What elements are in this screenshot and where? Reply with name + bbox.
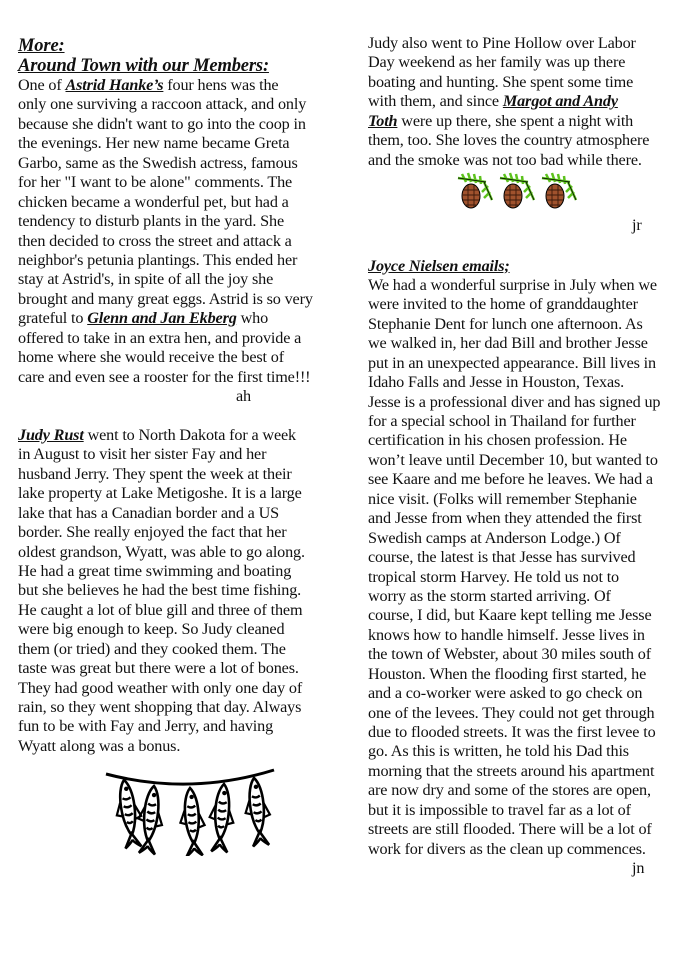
text-fragment: Judy also went to Pine Hollow over Labor	[368, 34, 636, 52]
author-initials-jr: jr	[632, 216, 642, 235]
text-fragment: see Kaare and me before he leaves. We had a	[368, 470, 653, 489]
text-fragment: and the smoke was not too bad while there.	[368, 150, 642, 169]
text-line	[368, 34, 688, 53]
text-line	[368, 73, 688, 92]
text-line	[368, 393, 688, 412]
text-line	[18, 309, 348, 328]
text-line	[368, 470, 688, 489]
text-fragment: boating and hunting. She spent some time	[368, 72, 634, 91]
text-fragment: He caught a lot of blue gill and three of them	[18, 600, 303, 619]
text-line	[368, 606, 688, 625]
pine-cone-icon	[458, 173, 492, 208]
right-column	[368, 34, 688, 879]
text-fragment: care and even see a rooster for the first time!!!	[18, 367, 311, 386]
text-line	[368, 431, 688, 450]
text-fragment: lake property at Lake Metigoshe. It is a large	[18, 484, 302, 503]
text-fragment: for her "I want to be alone" comments. The	[18, 173, 293, 192]
text-line	[18, 212, 348, 231]
text-fragment: Idaho Falls and Jesse in Houston, Texas.	[368, 373, 625, 392]
text-fragment: oldest grandson, Wyatt, was able to go along.	[18, 542, 305, 561]
text-line	[368, 412, 688, 431]
text-fragment: stay at Astrid's, in spite of all the joy she	[18, 270, 274, 289]
text-line	[18, 659, 348, 678]
text-fragment: in August to visit her sister Fay and her	[18, 445, 267, 464]
text-fragment: course, the latest is that Jesse has survived	[368, 548, 636, 567]
text-fragment: won’t leave until December 10, but wanted to	[368, 450, 658, 469]
text-line	[368, 820, 688, 839]
text-fragment: but she believes he had the best time fishing.	[18, 581, 302, 600]
text-line	[368, 626, 688, 645]
text-line	[18, 717, 348, 736]
text-line	[368, 742, 688, 761]
text-fragment: go. As this is written, he told his Dad this	[368, 742, 629, 761]
left-column	[18, 36, 348, 756]
text-fragment: and Jesse from when they attended the first	[368, 509, 642, 528]
text-line	[18, 640, 348, 659]
text-fragment: work for divers as the clean up commences.	[368, 839, 646, 858]
article-judy-rust	[18, 426, 348, 756]
text-fragment: morning that the streets around his apartment	[368, 761, 655, 780]
text-line	[18, 679, 348, 698]
text-fragment: Jesse is a professional diver and has signed up	[368, 392, 661, 411]
text-fragment: tropical storm Harvey. He told us not to	[368, 567, 619, 586]
text-fragment: taste was great but there were a lot of bones.	[18, 659, 299, 678]
text-fragment: brought and many great eggs. Astrid is so very	[18, 289, 313, 308]
member-name: Judy Rust	[18, 425, 84, 444]
text-fragment: border. She really enjoyed the fact that her	[18, 523, 287, 542]
text-line	[18, 154, 348, 173]
text-line	[18, 523, 348, 542]
text-fragment: grateful to	[18, 309, 88, 328]
text-fragment: We had a wonderful surprise in July when we	[368, 275, 657, 294]
text-line	[368, 723, 688, 742]
text-line	[18, 445, 348, 464]
article-heading-joyce-nielsen: Joyce Nielsen emails;	[368, 256, 510, 275]
text-line	[368, 762, 688, 781]
text-line	[18, 562, 348, 581]
text-fragment: them, too. She loves the country atmosphere	[368, 131, 650, 150]
text-line	[18, 134, 348, 153]
author-initials-ah: ah	[236, 387, 251, 405]
text-fragment: were up there, she spent a night with	[397, 111, 634, 130]
text-fragment: Wyatt along was a bonus.	[18, 736, 181, 755]
text-fragment: husband Jerry. They spent the week at their	[18, 464, 292, 483]
text-line	[18, 173, 348, 192]
text-line	[368, 295, 688, 314]
text-fragment: then decided to cross the street and attack a	[18, 231, 292, 250]
text-line	[18, 232, 348, 251]
text-line	[368, 92, 688, 111]
text-line	[368, 151, 688, 170]
text-line	[18, 76, 348, 95]
text-line	[368, 529, 688, 548]
text-line	[368, 801, 688, 820]
text-line	[18, 115, 348, 134]
text-line	[18, 95, 348, 114]
text-fragment: rain, so they went shopping that day. Always	[18, 698, 302, 716]
text-line	[368, 354, 688, 373]
text-line	[18, 737, 348, 756]
text-line	[368, 509, 688, 528]
text-line	[18, 581, 348, 600]
member-name: Glenn and Jan Ekberg	[87, 309, 237, 328]
text-fragment: Garbo, same as the Swedish actress, famous	[18, 153, 298, 172]
text-line	[368, 276, 688, 295]
fish-on-line-illustration	[104, 766, 276, 856]
text-fragment: who	[236, 309, 269, 328]
text-fragment: One of	[18, 76, 66, 94]
text-fragment: and a co-worker were asked to go check on	[368, 684, 643, 703]
fish-icon	[178, 787, 207, 856]
text-fragment: fun to be with Fay and Jerry, and having	[18, 717, 274, 736]
text-fragment: one of the levees. They could not get through	[368, 703, 655, 722]
text-fragment: we walked in, her dad Bill and brother Jesse	[368, 334, 648, 353]
text-fragment: He had a great time swimming and boating	[18, 561, 292, 580]
member-name: Astrid Hanke’s	[65, 76, 164, 94]
section-title-more: More:	[18, 36, 65, 56]
text-fragment: course, I did, but Kaare kept telling me Jesse	[368, 606, 652, 625]
text-fragment: home where she would receive the best of	[18, 348, 284, 367]
text-line	[18, 465, 348, 484]
text-fragment: due to flooded streets. It was the first levee to	[368, 723, 656, 741]
text-line	[18, 426, 348, 445]
text-line	[18, 290, 348, 309]
text-fragment: worry as the storm started arriving. Of	[368, 586, 611, 605]
text-line	[368, 587, 688, 606]
text-line	[18, 504, 348, 523]
text-fragment: the evenings. Her new name became Greta	[18, 134, 290, 153]
text-fragment: were invited to the home of granddaughter	[368, 295, 638, 314]
text-fragment: knows how to handle himself. Jesse lives in	[368, 625, 645, 644]
pine-cone-icon	[542, 173, 576, 208]
text-line	[368, 373, 688, 392]
text-line	[368, 53, 688, 72]
text-fragment: for a special school in Thailand for further	[368, 412, 636, 430]
text-line	[18, 620, 348, 639]
text-line	[368, 112, 688, 131]
text-fragment: put in an unexpected appearance. Bill lives in	[368, 353, 656, 372]
text-line	[368, 645, 688, 664]
text-line	[368, 704, 688, 723]
text-fragment: certification in his chosen profession. He	[368, 431, 627, 450]
section-title-around-town: Around Town with our Members:	[18, 56, 269, 76]
text-line	[368, 548, 688, 567]
text-line	[368, 490, 688, 509]
text-line	[18, 484, 348, 503]
text-line	[18, 329, 348, 348]
article-astrid-hanke	[18, 76, 348, 387]
text-fragment: went to North Dakota for a week	[83, 425, 296, 444]
text-line	[368, 665, 688, 684]
text-fragment: because she didn't want to go into the coop in	[18, 114, 306, 133]
text-fragment: Swedish camps at Anderson Lodge.) Of	[368, 528, 621, 547]
text-line	[368, 334, 688, 353]
text-fragment: lake that has a Canadian border and a US	[18, 503, 279, 522]
text-fragment: Houston. When the flooding first started, he	[368, 664, 647, 683]
text-fragment: streets are still flooded. There will be a lot of	[368, 820, 652, 839]
fish-icon	[242, 777, 273, 847]
text-line	[368, 684, 688, 703]
text-fragment: Day weekend as her family was up there	[368, 53, 626, 72]
text-fragment: nice visit. (Folks will remember Stephanie	[368, 489, 637, 508]
text-line	[18, 698, 348, 717]
text-fragment: but it is impossible to travel far as a lot of	[368, 800, 631, 819]
text-line	[18, 543, 348, 562]
text-fragment: the town of Webster, about 30 miles south of	[368, 645, 651, 664]
text-line	[368, 131, 688, 150]
author-initials-jn: jn	[632, 859, 645, 878]
fishing-line-icon	[106, 770, 274, 784]
text-line	[18, 251, 348, 270]
text-fragment: tendency to disturb plants in the yard. She	[18, 212, 284, 231]
fish-icon	[207, 783, 236, 853]
text-line	[368, 568, 688, 587]
text-fragment: offered to take in an extra hen, and provide a	[18, 328, 302, 347]
text-line	[368, 781, 688, 800]
text-fragment: Stephanie Dent for lunch one afternoon. As	[368, 314, 643, 333]
text-line	[368, 315, 688, 334]
text-fragment: with them, and since	[368, 92, 503, 111]
article-pine-hollow	[368, 34, 688, 170]
text-fragment: chicken became a wonderful pet, but had a	[18, 192, 289, 211]
text-fragment: are now dry and some of the stores are open,	[368, 781, 651, 800]
pine-cone-icon	[500, 173, 534, 208]
member-name: Toth	[368, 111, 398, 130]
text-line	[18, 193, 348, 212]
text-fragment: four hens was the	[163, 76, 279, 94]
text-fragment: neighbor's petunia plantings. This ended her	[18, 250, 298, 269]
text-line	[18, 368, 348, 387]
text-fragment: only one surviving a raccoon attack, and only	[18, 95, 307, 114]
text-fragment: them (or tried) and they cooked them. The	[18, 639, 286, 658]
text-fragment: They had good weather with only one day of	[18, 678, 303, 697]
text-line	[18, 348, 348, 367]
pine-cones-illustration	[456, 172, 578, 212]
text-line	[368, 451, 688, 470]
text-line	[18, 601, 348, 620]
article-joyce-nielsen	[368, 276, 688, 859]
member-name: Margot and Andy	[502, 92, 618, 111]
text-line	[18, 270, 348, 289]
text-line	[368, 840, 688, 859]
text-fragment: were big enough to keep. So Judy cleaned	[18, 620, 285, 639]
